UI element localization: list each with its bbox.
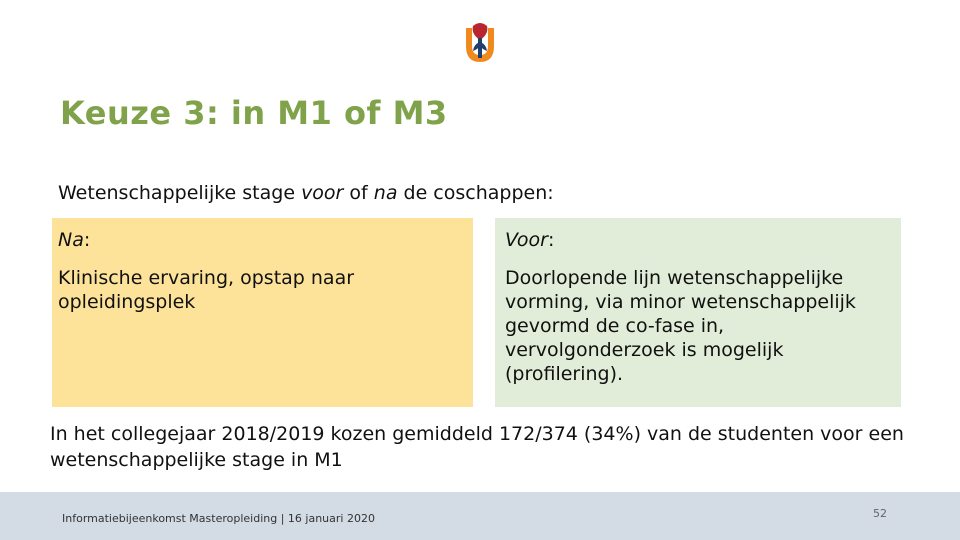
option-voor-heading-colon: : — [547, 229, 555, 251]
page-number: 52 — [873, 507, 887, 520]
intro-text — [58, 182, 554, 204]
option-na-box — [52, 218, 473, 407]
option-na-heading-label: Na — [58, 229, 84, 251]
option-voor-box — [495, 218, 901, 407]
footer-bar — [0, 492, 960, 540]
slide-title: Keuze 3: in M1 of M3 — [60, 94, 448, 132]
footer-text: Informatiebijeenkomst Masteropleiding | 16 januari 2020 — [62, 512, 375, 525]
intro-emphasis-na: na — [373, 182, 398, 204]
intro-part-1: Wetenschappelijke stage — [58, 182, 302, 204]
option-na-heading-colon: : — [83, 229, 91, 251]
option-voor-heading — [505, 228, 895, 252]
intro-emphasis-voor: voor — [301, 182, 344, 204]
option-na-heading — [58, 228, 467, 252]
option-voor-description: Doorlopende lijn wetenschappelijke vorming, via minor wetenschappelijk gevormd de co-fase in, vervolgonderzoek is mogelijk (profilering). — [505, 267, 856, 385]
statistic-text: In het collegejaar 2018/2019 kozen gemiddeld 172/374 (34%) van de studenten voor een wetenschappelijke stage in M1 — [50, 423, 904, 471]
intro-part-2: of — [343, 182, 374, 204]
intro-part-3: de coschappen: — [397, 182, 554, 204]
option-voor-heading-label: Voor — [505, 229, 548, 251]
university-logo-icon — [462, 22, 498, 64]
option-na-description: Klinische ervaring, opstap naar opleidingsplek — [58, 267, 355, 313]
